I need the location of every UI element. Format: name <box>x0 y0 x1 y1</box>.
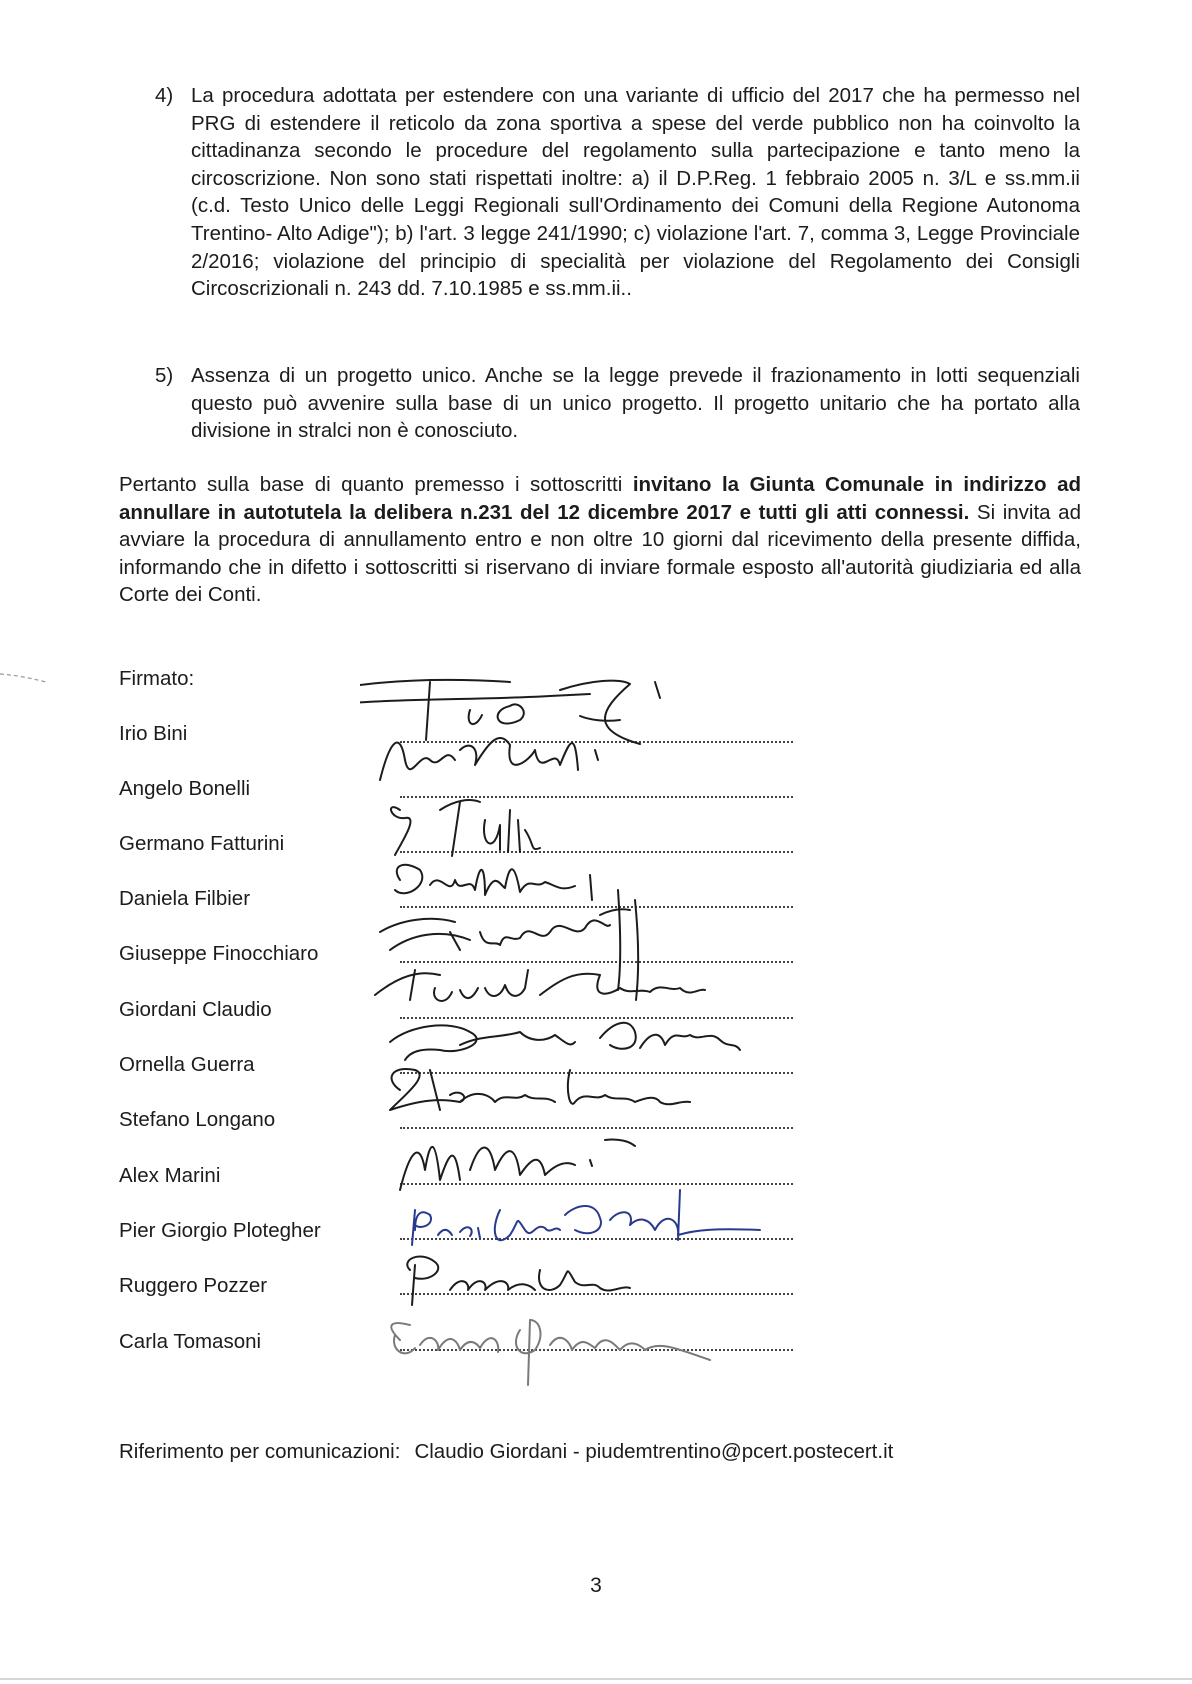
signatory-name: Irio Bini <box>119 722 188 745</box>
scan-edge <box>0 1678 1192 1680</box>
signatory-name: Daniela Filbier <box>119 887 251 910</box>
signature-alex-marini <box>400 1139 635 1190</box>
contact-value: Claudio Giordani - piudemtrentino@pcert.postecert.it <box>414 1440 894 1463</box>
signature-giordani-claudio <box>375 970 705 1001</box>
conclusion-rest: Si invita ad avviare la procedura di annullamento entro e non oltre 10 giorni dal ricevimento della presente diffida, informando che in difetto i sottoscritti si riservano di inviare formale esposto all'autorità giudiziaria ed alla Corte dei Conti. <box>119 500 1081 607</box>
signature-daniela-filbier <box>395 865 592 900</box>
page-number: 3 <box>590 1574 602 1597</box>
contact-label: Riferimento per comunicazioni: <box>119 1440 401 1463</box>
signature-ruggero-pozzer <box>407 1257 630 1305</box>
signed-label: Firmato: <box>119 667 195 690</box>
signature-irio-bini <box>360 680 660 744</box>
signatory-name: Alex Marini <box>119 1164 221 1187</box>
conclusion-bold: invitano la Giunta Comunale in indirizzo ad annullare in autotutela la delibera n.231 del 12 dicembre 2017 e tutti gli atti connessi. <box>119 473 1081 524</box>
signature-carla-tomasoni <box>391 1320 710 1385</box>
list-item-5 <box>155 362 1080 445</box>
conclusion-intro: Pertanto sulla base di quanto premesso i sottoscritti <box>119 473 623 496</box>
scan-mark <box>0 672 48 684</box>
list-item-text: La procedura adottata per estendere con una variante di ufficio del 2017 che ha permesso nel PRG di estendere il reticolo da zona sportiva a spese del verde pubblico non ha coinvolto la cittadinanza secondo le procedure del regolamento sulla partecipazione e tanto meno la circoscrizione. Non sono stati rispettati inoltre: a) il D.P.Reg. 1 febbraio 2005 n. 3/L e ss.mm.ii (c.d. Testo Unico delle Leggi Regionali sull'Ordinamento dei Comuni della Regione Autonoma Trentino- Alto Adige"); b) l'art. 3 legge 241/1990; c) violazione l'art. 7, comma 3, Legge Provinciale 2/2016; violazione del principio di specialità per violazione del Regolamento dei Consigli Circoscrizionali n. 243 dd. 7.10.1985 e ss.mm.ii.. <box>191 84 1080 301</box>
signatory-name: Giuseppe Finocchiaro <box>119 942 319 965</box>
list-item-4 <box>155 82 1080 303</box>
signatory-name: Ornella Guerra <box>119 1053 255 1076</box>
signature-angelo-bonelli <box>380 738 598 780</box>
signature-germano-fatturini <box>391 800 540 856</box>
list-item-number: 5) <box>155 364 174 387</box>
signatory-name: Giordani Claudio <box>119 998 272 1021</box>
signature-pier-giorgio-plotegher <box>412 1190 760 1245</box>
signatory-name: Carla Tomasoni <box>119 1330 262 1353</box>
signature-stefano-longano <box>390 1069 690 1110</box>
signature-ornella-guerra <box>390 1023 740 1060</box>
list-item-text: Assenza di un progetto unico. Anche se la legge prevede il frazionamento in lotti sequenziali questo può avvenire sulla base di un unico progetto. Il progetto unitario che ha portato alla divisione in stralci non è conosciuto. <box>191 364 1080 443</box>
signatory-name: Stefano Longano <box>119 1108 276 1131</box>
conclusion-paragraph <box>119 471 1081 609</box>
signatory-name: Angelo Bonelli <box>119 777 251 800</box>
signatory-name: Germano Fatturini <box>119 832 285 855</box>
signatory-name: Ruggero Pozzer <box>119 1274 268 1297</box>
signature-giuseppe-finocchiaro <box>380 890 638 1000</box>
contact-reference <box>119 1440 893 1464</box>
signatory-name: Pier Giorgio Plotegher <box>119 1219 321 1242</box>
handwritten-signatures <box>360 670 830 1390</box>
list-item-number: 4) <box>155 84 174 107</box>
